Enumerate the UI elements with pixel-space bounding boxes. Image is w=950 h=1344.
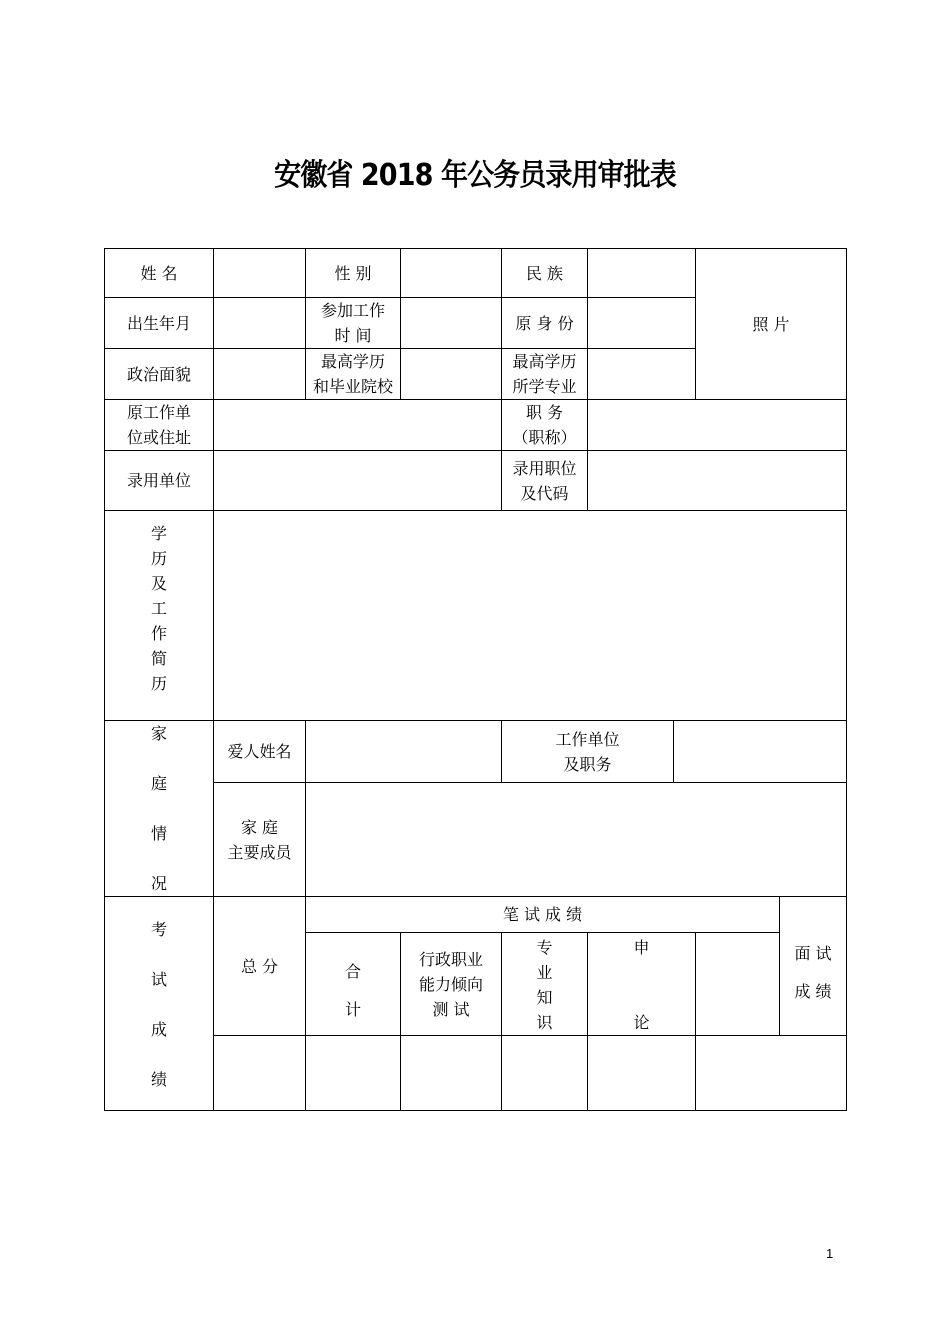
birth-value[interactable] (214, 298, 306, 349)
essay-label (588, 933, 696, 1036)
spouse-name-label: 爱人姓名 (214, 721, 306, 783)
original-status-label: 原 身 份 (502, 298, 588, 349)
page-title: 安徽省 2018 年公务员录用审批表 (274, 158, 676, 193)
work-start-label-line2: 时 间 (334, 326, 372, 345)
essay-value[interactable] (588, 1036, 696, 1111)
spouse-work-label (502, 721, 674, 783)
photo-label: 照 片 (752, 314, 790, 334)
hiring-position-label (502, 451, 588, 511)
resume-label-char: 作 (150, 624, 167, 643)
total-score-value[interactable] (214, 1036, 306, 1111)
subtotal-label (306, 933, 401, 1036)
spouse-work-value[interactable] (674, 721, 847, 783)
spouse-work-label-line1: 工作单位 (555, 729, 620, 749)
position-label (502, 400, 588, 451)
page-number: 1 (826, 1246, 834, 1261)
exam-label (105, 897, 214, 1111)
spouse-name-value[interactable] (306, 721, 502, 783)
resume-value[interactable] (214, 511, 847, 721)
edu-major-label-line1: 最高学历 (512, 352, 577, 371)
resume-label-char: 工 (150, 599, 167, 618)
family-members-label-line1: 家 庭 (240, 817, 279, 837)
orig-work-value[interactable] (214, 400, 502, 451)
exam-label-char: 试 (150, 970, 167, 989)
position-value[interactable] (588, 400, 847, 451)
original-status-value[interactable] (588, 298, 696, 349)
edu-major-label (502, 349, 588, 400)
family-members-label (214, 783, 306, 897)
position-label-line2: （职称） (512, 428, 577, 447)
professional-label-char: 知 (536, 988, 553, 1007)
interview-label-line2: 成 绩 (794, 981, 832, 1001)
essay-label-line2: 论 (633, 1013, 650, 1032)
name-value[interactable] (214, 249, 306, 298)
aptitude-label-line3: 测 试 (432, 999, 470, 1019)
orig-work-label-line1: 原工作单 (126, 403, 191, 422)
subtotal-label-line2: 计 (344, 999, 361, 1019)
photo-cell[interactable] (696, 249, 847, 400)
professional-value[interactable] (502, 1036, 588, 1111)
approval-form-table (104, 248, 847, 1111)
edu-school-label-line1: 最高学历 (320, 352, 385, 371)
professional-label (502, 933, 588, 1036)
edu-school-label-line2: 和毕业院校 (312, 377, 393, 396)
aptitude-label-line1: 行政职业 (418, 949, 483, 969)
political-value[interactable] (214, 349, 306, 400)
aptitude-label-line2: 能力倾向 (418, 974, 483, 994)
gender-label: 性 别 (306, 249, 401, 298)
political-label: 政治面貌 (105, 349, 214, 400)
aptitude-value[interactable] (401, 1036, 502, 1111)
edu-major-label-line2: 所学专业 (512, 377, 577, 396)
orig-work-label (105, 400, 214, 451)
work-start-label (306, 298, 401, 349)
family-members-value[interactable] (306, 783, 847, 897)
professional-label-char: 业 (536, 963, 553, 982)
exam-label-char: 考 (150, 920, 167, 939)
extra-subject-value[interactable] (696, 1036, 847, 1111)
hiring-position-value[interactable] (588, 451, 847, 511)
name-label: 姓 名 (105, 249, 214, 298)
hiring-unit-value[interactable] (214, 451, 502, 511)
written-score-label: 笔 试 成 绩 (306, 897, 780, 933)
family-members-label-line2: 主要成员 (227, 842, 292, 862)
hiring-position-label-line2: 及代码 (520, 483, 569, 503)
interview-label-line1: 面 试 (794, 943, 832, 963)
professional-label-char: 专 (536, 938, 553, 957)
edu-school-label (306, 349, 401, 400)
edu-school-value[interactable] (401, 349, 502, 400)
aptitude-label (401, 933, 502, 1036)
total-score-label: 总 分 (214, 897, 306, 1036)
ethnicity-label: 民 族 (502, 249, 588, 298)
exam-label-char: 绩 (150, 1070, 167, 1089)
subtotal-label-line1: 合 (344, 961, 361, 981)
resume-label (105, 511, 214, 721)
ethnicity-value[interactable] (588, 249, 696, 298)
spouse-work-label-line2: 及职务 (563, 754, 612, 774)
work-start-value[interactable] (401, 298, 502, 349)
family-label-char: 庭 (150, 774, 167, 793)
resume-label-char: 简 (150, 649, 167, 668)
family-label-char: 家 (150, 724, 167, 743)
position-label-line1: 职 务 (525, 403, 564, 422)
professional-label-char: 识 (536, 1013, 553, 1032)
exam-label-char: 成 (150, 1020, 167, 1039)
family-label-char: 况 (150, 874, 167, 893)
family-label (105, 721, 214, 897)
birth-label: 出生年月 (105, 298, 214, 349)
hiring-unit-label: 录用单位 (105, 451, 214, 511)
resume-label-char: 及 (150, 574, 167, 593)
essay-label-line1: 申 (633, 938, 650, 957)
resume-label-char: 历 (150, 549, 167, 568)
resume-label-char: 历 (150, 674, 167, 693)
resume-label-char: 学 (150, 524, 167, 543)
edu-major-value[interactable] (588, 349, 696, 400)
work-start-label-line1: 参加工作 (320, 301, 385, 320)
subtotal-value[interactable] (306, 1036, 401, 1111)
gender-value[interactable] (401, 249, 502, 298)
hiring-position-label-line1: 录用职位 (512, 458, 577, 478)
orig-work-label-line2: 位或住址 (126, 428, 191, 447)
family-label-char: 情 (150, 824, 167, 843)
